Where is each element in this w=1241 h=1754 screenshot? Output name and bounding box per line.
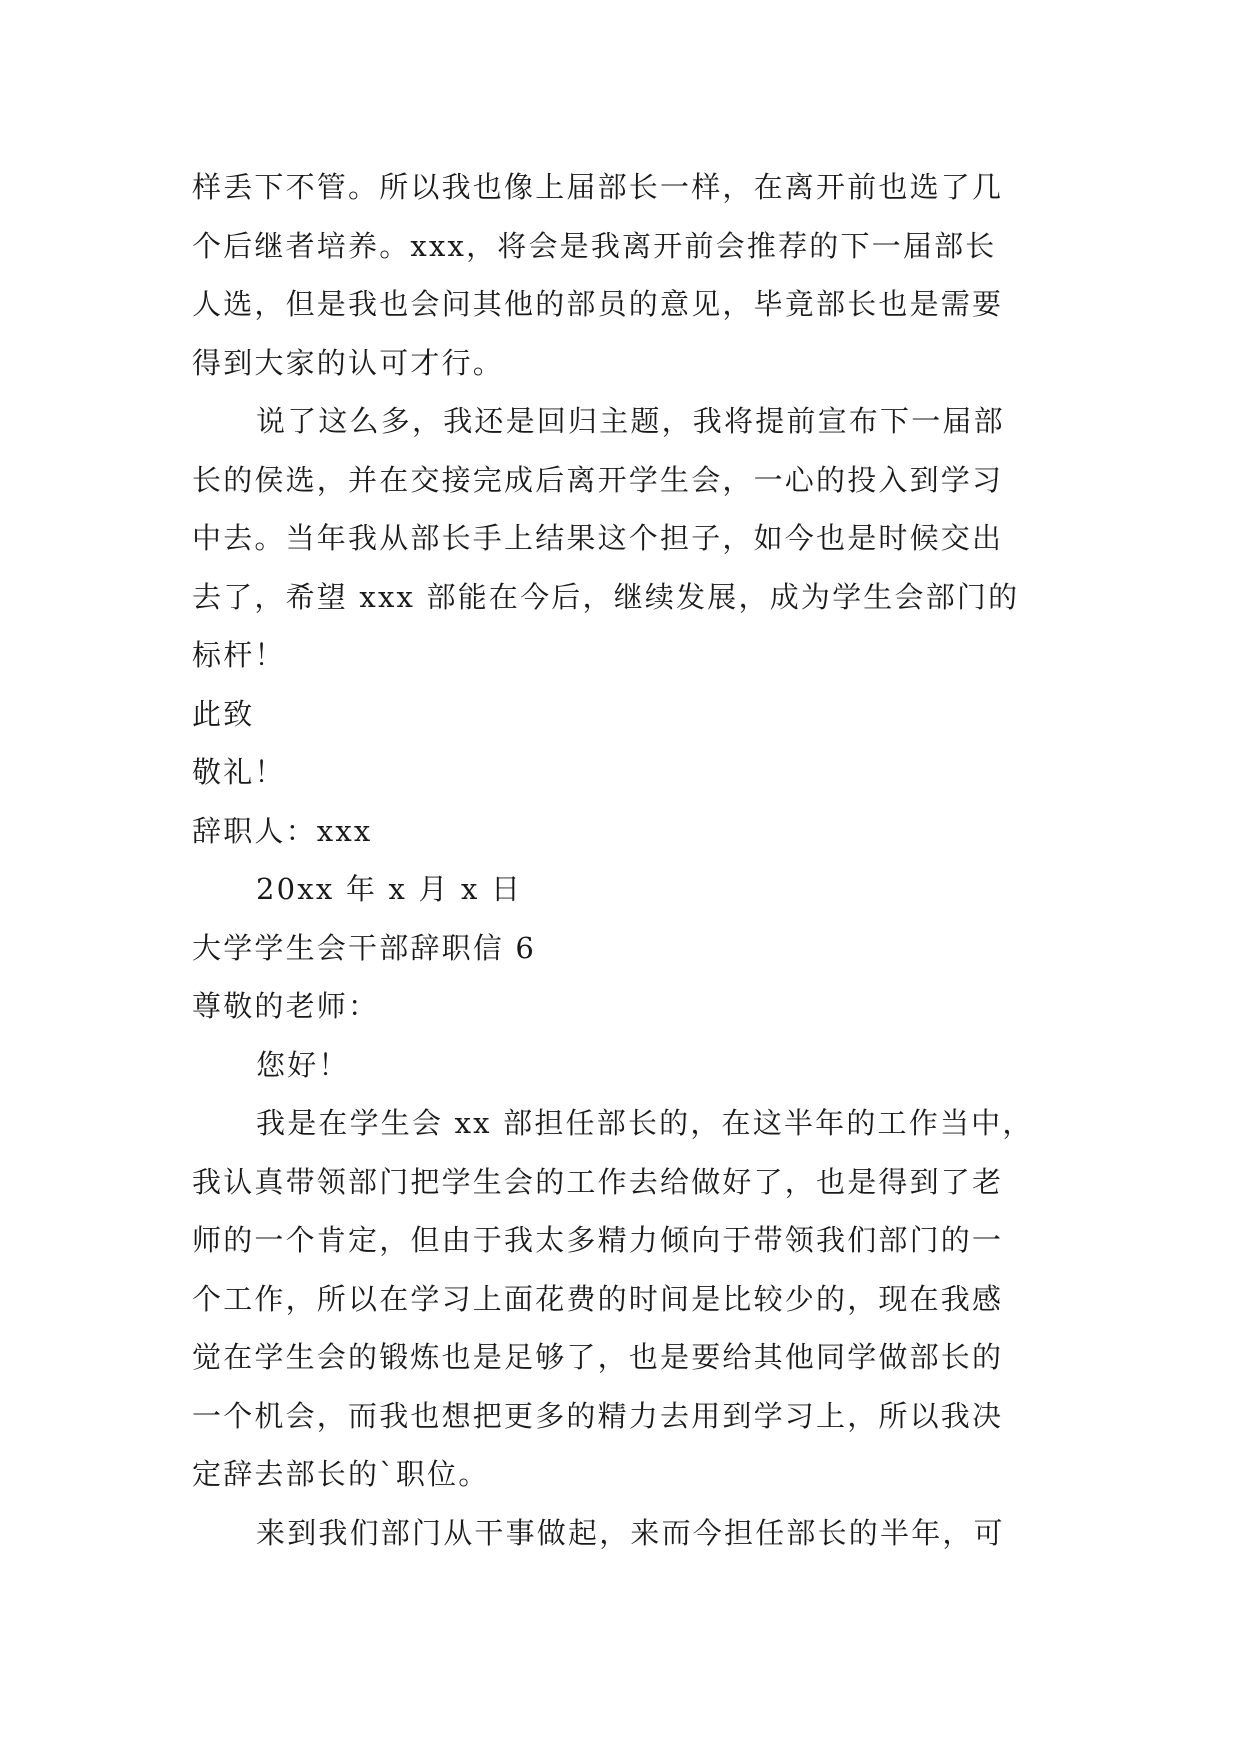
paragraph-3-line-3: 师的一个肯定，但由于我太多精力倾向于带领我们部门的一 xyxy=(192,1223,1004,1257)
paragraph-1-line-1: 样丢下不管。所以我也像上届部长一样，在离开前也选了几 xyxy=(192,170,1004,204)
paragraph-1-line-4: 得到大家的认可才行。 xyxy=(192,345,505,380)
letter-body xyxy=(192,158,1072,1562)
closing-respect: 此致 xyxy=(192,696,255,731)
paragraph-3-line-2: 我认真带领部门把学生会的工作去给做好了，也是得到了老 xyxy=(192,1164,1004,1199)
closing-salute: 敬礼！ xyxy=(192,755,286,789)
paragraph-3-line-7: 定辞去部长的`职位。 xyxy=(192,1457,490,1491)
paragraph-1-line-3: 人选，但是我也会问其他的部员的意见，毕竟部长也是需要 xyxy=(192,287,1004,321)
paragraph-3-line-6: 一个机会，而我也想把更多的精力去用到学习上，所以我决 xyxy=(192,1398,1004,1433)
paragraph-2-line-5: 标杆！ xyxy=(192,638,286,672)
paragraph-3-line-4: 个工作，所以在学习上面花费的时间是比较少的，现在我感 xyxy=(192,1281,1004,1316)
paragraph-2-line-1: 说了这么多，我还是回归主题，我将提前宣布下一届部 xyxy=(256,404,1005,438)
paragraph-2-line-3: 中去。当年我从部长手上结果这个担子，如今也是时候交出 xyxy=(192,521,1004,555)
paragraph-3-line-5: 觉在学生会的锻炼也是足够了，也是要给其他同学做部长的 xyxy=(192,1340,1004,1374)
paragraph-2-line-2: 长的侯选，并在交接完成后离开学生会，一心的投入到学习 xyxy=(192,462,1004,497)
greeting: 您好！ xyxy=(256,1047,350,1082)
paragraph-3-line-1: 我是在学生会 xx 部担任部长的，在这半年的工作当中， xyxy=(256,1106,1034,1140)
paragraph-1-line-2: 个后继者培养。xxx，将会是我离开前会推荐的下一届部长 xyxy=(192,228,997,263)
salutation: 尊敬的老师： xyxy=(192,989,380,1023)
paragraph-2-line-4: 去了，希望 xxx 部能在今后，继续发展，成为学生会部门的 xyxy=(192,579,1020,614)
signing-date: 20xx 年 x 月 x 日 xyxy=(256,872,523,906)
section-title: 大学学生会干部辞职信 6 xyxy=(192,930,537,965)
signer: 辞职人：xxx xyxy=(192,813,373,848)
paragraph-4-line-1: 来到我们部门从干事做起，来而今担任部长的半年，可 xyxy=(256,1515,1005,1550)
